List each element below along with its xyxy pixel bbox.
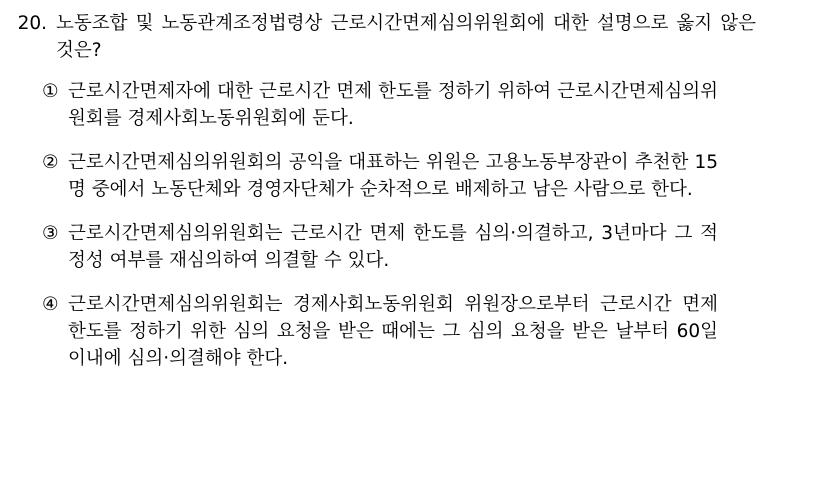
- choice-text-2: 근로시간면제심의위원회의 공익을 대표하는 위원은 고용노동부장관이 추천한 15명 중에서 노동단체와 경영자단체가 순차적으로 배제하고 남은 사람으로 한다.: [68, 152, 718, 200]
- choice-text-3: 근로시간면제심의위원회는 근로시간 면제 한도를 심의·의결하고, 3년마다 그 적정성 여부를 재심의하여 의결할 수 있다.: [68, 223, 718, 271]
- choice-option-4[interactable]: [42, 291, 812, 372]
- choice-option-2[interactable]: [42, 149, 812, 203]
- choice-marker-1: ①: [42, 81, 59, 102]
- question-number: 20.: [17, 13, 47, 34]
- choice-text-4: 근로시간면제심의위원회는 경제사회노동위원회 위원장으로부터 근로시간 면제 한도를 정하기 위한 심의 요청을 받은 때에는 그 심의 요청을 받은 날부터 60일 이내에 심의·의결해야 한다.: [68, 294, 718, 369]
- choice-marker-3: ③: [42, 223, 59, 244]
- choice-option-3[interactable]: [42, 220, 812, 274]
- choice-option-1[interactable]: [42, 78, 812, 132]
- question-text: 노동조합 및 노동관계조정법령상 근로시간면제심의위원회에 대한 설명으로 옳지 않은 것은?: [56, 13, 756, 61]
- choice-list: [14, 78, 812, 372]
- choice-marker-4: ④: [42, 294, 59, 315]
- choice-marker-2: ②: [42, 152, 59, 173]
- question-block: [14, 10, 812, 64]
- choice-text-1: 근로시간면제자에 대한 근로시간 면제 한도를 정하기 위하여 근로시간면제심의위원회를 경제사회노동위원회에 둔다.: [68, 81, 718, 129]
